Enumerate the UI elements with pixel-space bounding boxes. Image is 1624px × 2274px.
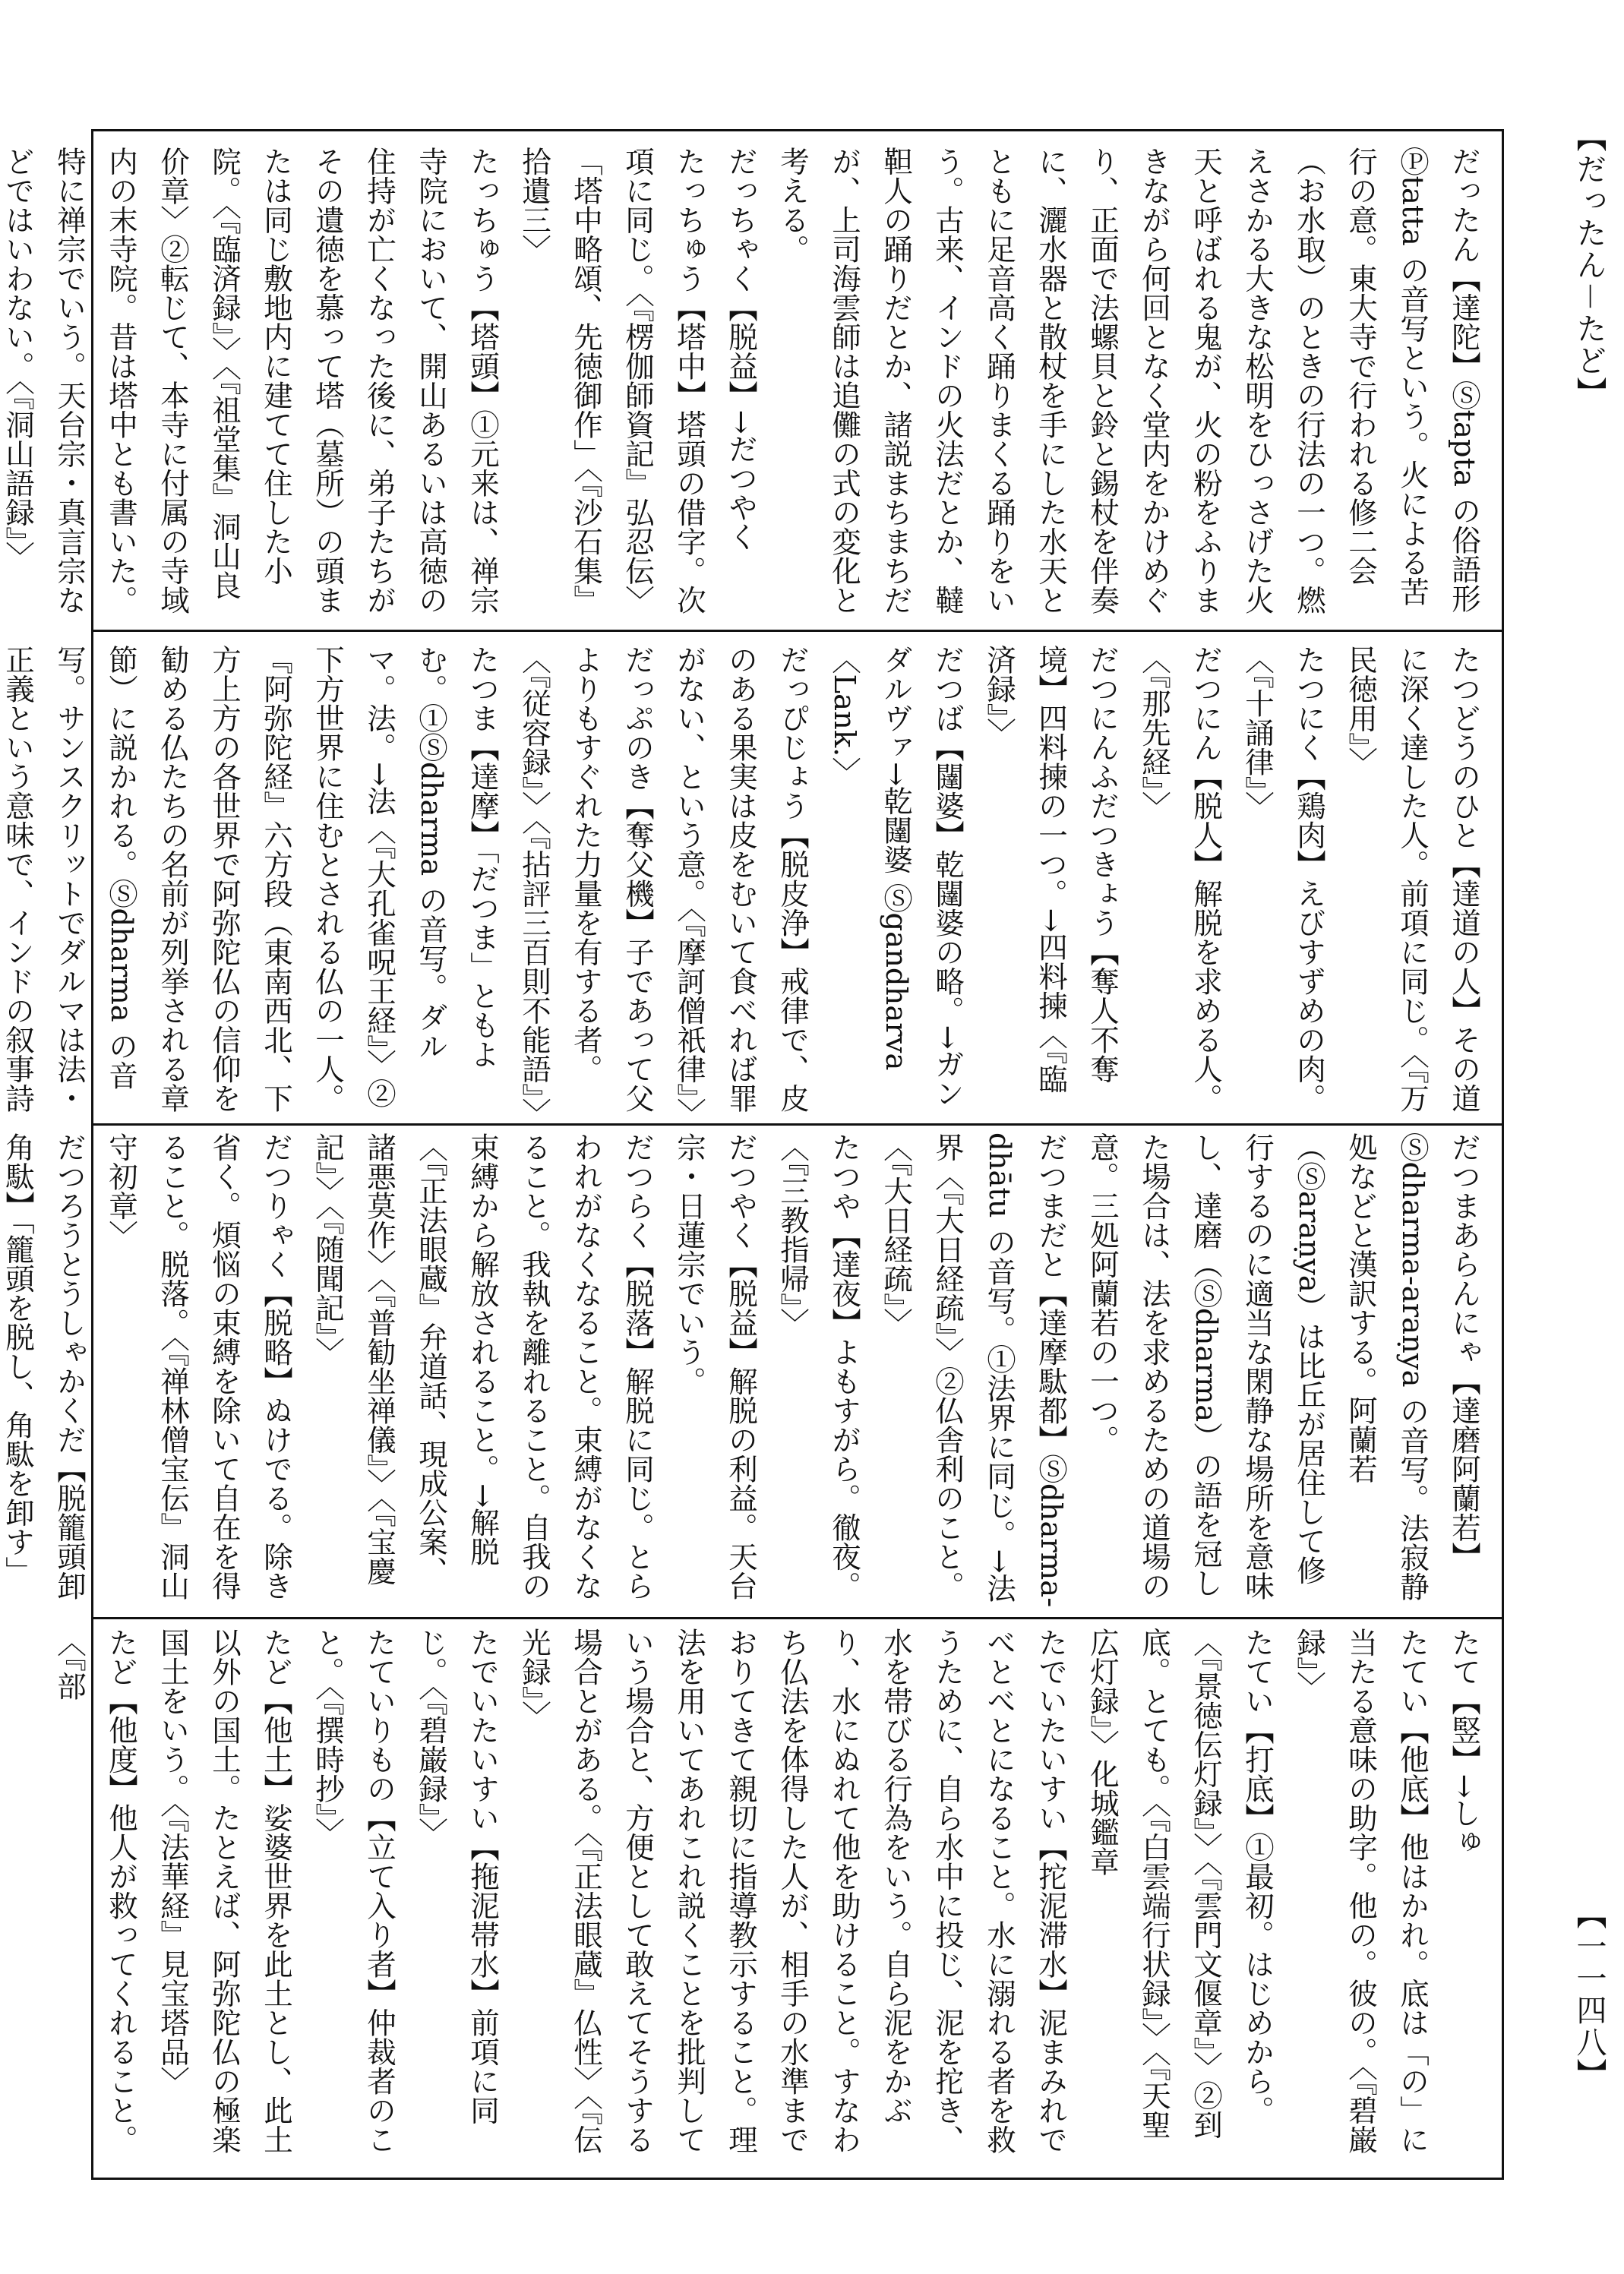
block-divider [93, 1617, 1502, 1619]
dictionary-entry: たっちゅう【塔中】塔頭の借字。次項に同じ。〈『楞伽師資記』弘忍伝〉「塔中略頌、先徳御作」〈『沙石集』拾遺三〉 [517, 147, 706, 614]
page-header: 【だったん－たど】 [1572, 122, 1607, 409]
dictionary-entry: だったん【達陀】Ⓢtapta の俗語形Ⓟtatta の音写という。火による苦行の意。東大寺で行われる修二会（お水取）のときの行法の一つ。燃えさかる大きな松明をひっさげた火天と呼ばれる鬼が、火の粉をふりまきながら何回となく堂内をかけめぐり、正面で法螺貝と鈴と錫杖を伴奏に、灑水器と散杖を手にした水天とともに足音高く踊りまくる踊りをいう。古来、インドの火法だとか、韃靼人の踊りだとか、諸説まちまちだが、上司海雲師は追儺の式の変化と考える。 [776, 147, 1481, 614]
text-block-3 [1, 1132, 1490, 1611]
dictionary-entry: だつやく【脱益】解脱の利益。天台宗・日蓮宗でいう。 [672, 1132, 758, 1600]
dictionary-entry: たてい【打底】①最初。はじめから。〈『景徳伝灯録』〉〈『雲門文偃章』〉②到底。とても。〈『白雲端行状録』〉〈『天聖広灯録』〉化城鑑章 [1085, 1628, 1275, 2140]
block-divider [93, 1123, 1502, 1126]
page-frame [1, 129, 1504, 2180]
text-block-1 [1, 147, 1490, 625]
dictionary-entry: たでいたいすい【拖泥帯水】前項に同じ。〈『碧巌録』〉 [414, 1628, 500, 2125]
dictionary-entry: たっちゅう【塔頭】①元来は、禅宗寺院において、開山あるいは高徳の住持が亡くなった後に、弟子たちがその遺徳を慕って塔（墓所）の頭または同じ敷地内に建てて住した小院。〈『臨済録』〉〈『祖堂集』洞山良价章〉②転じて、本寺に付属の寺域内の末寺院。昔は塔中とも書いた。特に禅宗でいう。天台宗・真言宗などではいわない。〈『洞山語録』〉 [1, 147, 500, 614]
text-block-2 [1, 645, 1490, 1128]
dictionary-entry: たつにく【鶏肉】えびすずめの肉。〈『十誦律』〉 [1240, 645, 1326, 1113]
dictionary-entry: たど【他土】娑婆世界を此土とし、此土以外の国土。たとえば、阿弥陀仏の極楽国土をいう。〈『法華経』見宝塔品〉 [156, 1628, 293, 2154]
dictionary-entry: たていりもの【立て入り者】仲裁者のこと。〈『撰時抄』〉 [311, 1628, 397, 2154]
page-number: 【一一四八】 [1572, 1899, 1607, 2090]
dictionary-entry: だっちゃく【脱益】→だつやく [724, 147, 758, 551]
dictionary-entry: たて【竪】→しゅ [1447, 1628, 1481, 1857]
dictionary-entry: だつまあらんにゃ【達磨阿蘭若】Ⓢdharma-araṇya の音写。法寂静処などと漢訳する。阿蘭若（Ⓢaraṇya）は比丘が居住して修行するのに適当な閑静な場所を意味し、達磨（Ⓢdharma）の語を冠した場合は、法を求めるための道場の意。三処阿蘭若の一つ。 [1085, 1132, 1481, 1602]
block-divider [93, 630, 1502, 632]
dictionary-entry: だつらく【脱落】解脱に同じ。とらわれがなくなること。束縛がなくなること。我執を離れること。自我の束縛から解放されること。→解脱〈『正法眼蔵』弁道話、現成公案、諸悪莫作〉〈『普勧坐禅儀』〉〈『宝慶記』〉〈『随聞記』〉 [311, 1132, 655, 1600]
dictionary-entry: たつま【達摩】「だつま」ともよむ。①Ⓢdharma の音写。ダルマ。法。→法〈『大孔雀呪王経』〉②下方世界に住むとされる仏の一人。『阿弥陀経』六方段（東南西北、下方上方の各世界で阿弥陀仏の信仰を勧める仏たちの名前が列挙される章節）に説かれる。Ⓢdharma の音写。サンスクリットでダルマは法・正義という意味で、インドの叙事詩 [1, 645, 500, 1113]
dictionary-entry: たてい【他底】他はかれ。底は「の」に当たる意味の助字。他の。彼の。〈『碧巌録』〉 [1292, 1628, 1430, 2154]
dictionary-entry: だつば【闥婆】乾闥婆の略。→ガンダルヴァ→乾闥婆 Ⓢgandharva〈Lank.〉 [827, 645, 965, 1108]
dictionary-entry: だっぴじょう【脱皮浄】戒律で、皮のある果実は皮をむいて食べれば罪がない、という意。〈『摩訶僧祇律』〉 [672, 645, 810, 1128]
dictionary-entry: たでいたいすい【拕泥滞水】泥まみれでべとべとになること。水に溺れる者を救うために、自ら水中に投じ、泥を拕き、水を帯びる行為をいう。自ら泥をかぶり、水にぬれて他を助けること。すなわち仏法を体得した人が、相手の水準までおりてきて親切に指導教示すること。理法を用いてあれこれ説くことを批判していう場合と、方便として敢えてそうする場合とがある。〈『正法眼蔵』仏性〉〈『伝光録』〉 [517, 1628, 1068, 2154]
dictionary-entry: たど【他度】他人が救ってくれること。〈『部 [52, 1628, 138, 2154]
dictionary-entry: たつや【達夜】よもすがら。徹夜。〈『三教指帰』〉 [776, 1132, 861, 1600]
dictionary-entry: だつにんふだつきょう【奪人不奪境】四料揀の一つ。→四料揀〈『臨済録』〉 [982, 645, 1120, 1094]
dictionary-entry: だつにん【脱人】解脱を求める人。〈『那先経』〉 [1137, 645, 1223, 1113]
text-block-4 [52, 1628, 1490, 2159]
dictionary-entry: だつろうとうしゃかくだ【脱籠頭卸角駄】「籠頭を脱し、角駄を卸す」 [1, 1132, 87, 1600]
dictionary-entry: だっぷのき【奪父機】子であって父よりもすぐれた力量を有する者。〈『従容録』〉〈『拈評三百則不能語』〉 [517, 645, 655, 1128]
dictionary-entry: だつりゃく【脱略】ぬけでる。除き省く。煩悩の束縛を除いて自在を得ること。脱落。〈『禅林僧宝伝』洞山守初章〉 [104, 1132, 293, 1600]
dictionary-entry: だつまだと【達摩駄都】Ⓢdharma-dhātu の音写。①法界に同じ。→法界〈『大日経疏』〉②仏舎利のこと。〈『大日経疏』〉 [879, 1132, 1068, 1608]
dictionary-entry: たつどうのひと【達道の人】その道に深く達した人。前項に同じ。〈『万民徳用』〉 [1344, 645, 1481, 1113]
